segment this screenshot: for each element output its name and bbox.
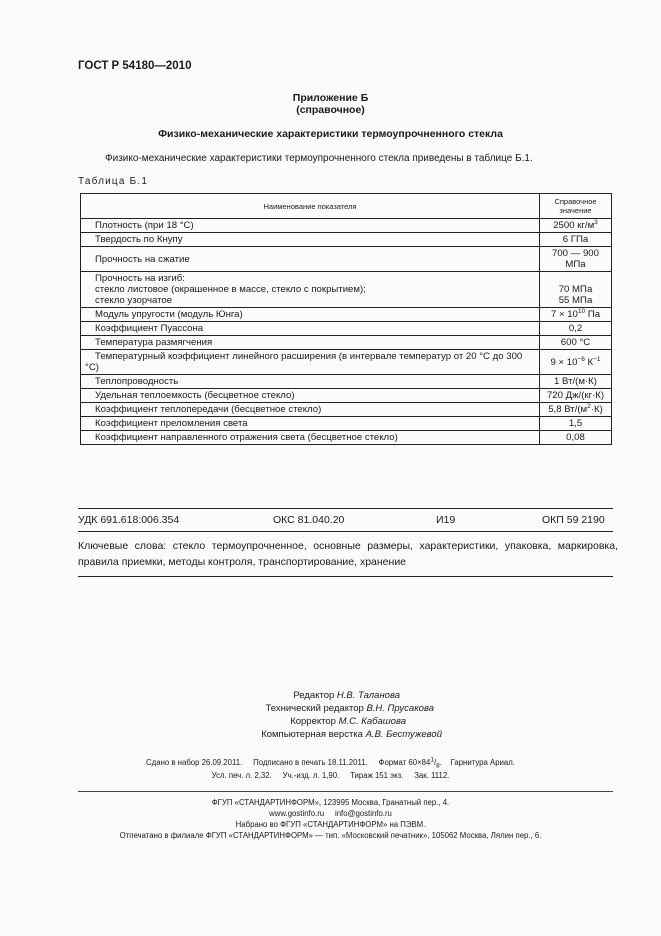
- row-name: Температурный коэффициент линейного расширения (в интервале температур от 20 °С до 300 °С): [81, 350, 540, 375]
- appendix-heading: Физико-механические характеристики термоупрочненного стекла: [158, 128, 503, 140]
- row-value: 600 °С: [540, 336, 612, 350]
- publisher-printed: Отпечатано в филиале ФГУП «СТАНДАРТИНФОРМ» — тип. «Московский печатник», 105062 Москва, Лялин пер., 6.: [119, 831, 542, 840]
- i-code: И19: [436, 514, 456, 526]
- row-value-sup: 10: [577, 307, 586, 315]
- row-value-sup2: −1: [593, 355, 601, 363]
- appendix-title: Приложение Б: [292, 92, 369, 104]
- row-value: 1 Вт/(м·К): [540, 375, 612, 389]
- row-value-post: К: [584, 356, 594, 368]
- table-row: [81, 272, 612, 308]
- row-name: Коэффициент направленного отражения света (бесцветное стекло): [81, 431, 540, 445]
- row-name: Теплопроводность: [81, 375, 540, 389]
- divider: [78, 531, 613, 532]
- row-value: 1,5: [540, 417, 612, 431]
- header-value: [540, 194, 612, 219]
- row-value: [540, 403, 612, 417]
- row-value-sup: 2: [587, 402, 591, 410]
- row-value-sup: 3: [594, 218, 598, 226]
- row-value-pre: 9 × 10: [550, 356, 578, 368]
- header-value-line2: значение: [559, 206, 592, 215]
- table-row: [81, 247, 612, 272]
- header-name: Наименование показателя: [81, 194, 540, 219]
- publisher-address: ФГУП «СТАНДАРТИНФОРМ», 123995 Москва, Гранатный пер., 4.: [211, 798, 450, 807]
- row-name: Коэффициент Пуассона: [81, 322, 540, 336]
- row-value: 6 ГПа: [540, 233, 612, 247]
- row-value: [540, 308, 612, 322]
- row-name: [81, 272, 540, 308]
- row-value-text: 2500 кг/м: [553, 220, 595, 231]
- row-value-sup: −6: [577, 355, 585, 363]
- table-row: [81, 375, 612, 389]
- print-info-line2: Усл. печ. л. 2,32. Уч.-изд. л. 1,90. Тираж 151 экз. Зак. 1112.: [211, 771, 450, 780]
- table-caption: Таблица Б.1: [78, 176, 149, 187]
- publisher-typeset: Набрано во ФГУП «СТАНДАРТИНФОРМ» на ПЭВМ.: [235, 820, 426, 829]
- okp-code: ОКП 59 2190: [542, 514, 605, 526]
- keywords: Ключевые слова: стекло термоупрочненное, основные размеры, характеристики, упаковка, маркировка, правила приемки, методы контроля, транспортирование, хранение: [78, 540, 618, 568]
- row-name-line3: стекло узорчатое: [95, 295, 173, 306]
- credit-layout: Компьютерная верстка А.В. Бестужевой: [261, 729, 442, 740]
- row-value-pre: 5,8 Вт/(м: [548, 404, 588, 415]
- row-value: [540, 219, 612, 233]
- credit-editor: Редактор Н.В. Таланова: [293, 690, 400, 701]
- udk-code: УДК 691.618:006.354: [78, 514, 180, 526]
- table-row: [81, 403, 612, 417]
- row-value: 720 Дж/(кг·К): [540, 389, 612, 403]
- table-row: [81, 431, 612, 445]
- properties-table: [80, 193, 612, 445]
- table-row: [81, 389, 612, 403]
- table-header-row: [81, 194, 612, 219]
- row-value: [540, 350, 612, 375]
- publisher-web: [0, 809, 661, 818]
- appendix-subtitle: (справочное): [296, 104, 365, 116]
- row-name: Коэффициент преломления света: [81, 417, 540, 431]
- row-name: Коэффициент теплопередачи (бесцветное стекло): [81, 403, 540, 417]
- publisher-email: info@gostinfo.ru: [334, 809, 392, 818]
- row-value-post: ·К): [590, 404, 603, 415]
- row-name: Твердость по Кнупу: [81, 233, 540, 247]
- standard-number: ГОСТ Р 54180—2010: [78, 60, 192, 72]
- table-row: [81, 322, 612, 336]
- table-row: [81, 417, 612, 431]
- row-value-pre: 7 × 10: [550, 309, 578, 320]
- oks-code: ОКС 81.040.20: [273, 514, 345, 526]
- row-name: Удельная теплоемкость (бесцветное стекло): [81, 389, 540, 403]
- row-value-line1: 70 МПа: [558, 284, 593, 295]
- row-name: Температура размягчения: [81, 336, 540, 350]
- credits: [200, 689, 460, 741]
- row-value: 0,2: [540, 322, 612, 336]
- row-name: Плотность (при 18 °С): [81, 219, 540, 233]
- row-name-line2: стекло листовое (окрашенное в массе, стекло с покрытием);: [95, 284, 366, 295]
- row-value-post: Па: [585, 309, 601, 320]
- row-name: Прочность на сжатие: [81, 247, 540, 272]
- row-name-line1: Прочность на изгиб:: [95, 273, 185, 284]
- print-info-line1: Сдано в набор 26.09.2011. Подписано в печать 18.11.2011. Формат $60\times 84^1/_8$. Гарнитура Ариал.: [146, 756, 515, 770]
- table-row: [81, 308, 612, 322]
- row-value: 700 — 900 МПа: [540, 247, 612, 272]
- header-value-line1: Справочное: [554, 197, 597, 206]
- table-row: [81, 336, 612, 350]
- credit-tech-editor: Технический редактор В.Н. Прусакова: [265, 703, 434, 714]
- credit-corrector: Корректор М.С. Кабашова: [290, 716, 406, 727]
- table-row: [81, 219, 612, 233]
- table-row: [81, 233, 612, 247]
- row-value-line2: 55 МПа: [558, 295, 593, 306]
- divider: [78, 791, 613, 792]
- row-value: [540, 272, 612, 308]
- row-value: 0,08: [540, 431, 612, 445]
- divider: [78, 576, 613, 577]
- row-name: Модуль упругости (модуль Юнга): [81, 308, 540, 322]
- table-row: [81, 350, 612, 375]
- divider: [78, 508, 613, 509]
- publisher-url: www.gostinfo.ru: [269, 809, 325, 818]
- intro-text: Физико-механические характеристики термоупрочненного стекла приведены в таблице Б.1.: [105, 153, 533, 164]
